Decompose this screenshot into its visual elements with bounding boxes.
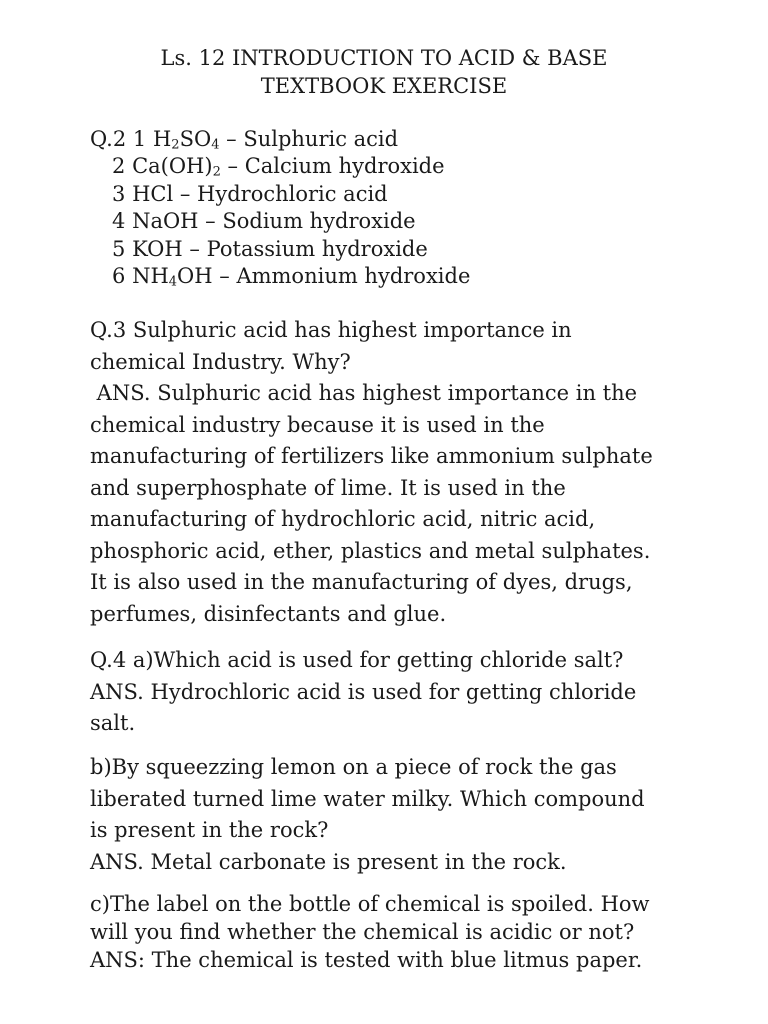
chemical-name: Sulphuric acid: [243, 127, 399, 151]
q2-item-2: 2 $Ca(OH)_2$ – Calcium hydroxide: [112, 154, 445, 180]
chemical-formula: $NH_4OH$: [132, 264, 213, 290]
q2-item-6: 6 $NH_4OH$ – Ammonium hydroxide: [112, 264, 471, 290]
chemical-formula: NaOH: [132, 209, 199, 234]
item-number: 3: [112, 181, 126, 206]
text-line: manufacturing of hydrochloric acid, nitric acid,: [90, 507, 596, 531]
item-number: 2: [112, 154, 126, 179]
question-4b: [90, 752, 690, 878]
text-line: ANS: The chemical is tested with blue litmus paper.: [90, 948, 643, 972]
chemical-formula: KOH: [132, 236, 183, 261]
item-number: 6: [112, 264, 126, 289]
text-line: phosphoric acid, ether, plastics and metal sulphates.: [90, 538, 651, 563]
text-line: is present in the rock?: [90, 818, 329, 842]
q2-item-3: 3 HCl – Hydrochloric acid: [112, 181, 388, 206]
chemical-name: Ammonium hydroxide: [236, 264, 471, 289]
question-3: [90, 315, 690, 630]
question-2-list: [90, 126, 470, 290]
item-number: 5: [112, 236, 126, 261]
item-number: 4: [112, 209, 126, 234]
q2-item-1: Q.2 1 $H_2SO_4$ – Sulphuric acid: [90, 127, 399, 153]
text-line: perfumes, disinfectants and glue.: [90, 601, 447, 626]
text-line: chemical industry because it is used in the: [90, 412, 545, 437]
text-line: will you find whether the chemical is acidic or not?: [90, 920, 635, 944]
chemical-name: Hydrochloric acid: [197, 181, 388, 206]
text-line: and superphosphate of lime. It is used in the: [90, 475, 566, 500]
text-line: ANS. Metal carbonate is present in the rock.: [90, 849, 567, 874]
chemical-name: Potassium hydroxide: [206, 236, 428, 261]
text-line: ANS. Sulphuric acid has highest importance in the: [90, 381, 638, 405]
chemical-name: Calcium hydroxide: [244, 154, 445, 179]
chemical-formula: HCl: [132, 181, 174, 206]
title-line-1: Ls. 12 INTRODUCTION TO ACID & BASE: [160, 46, 608, 70]
title-line-2: TEXTBOOK EXERCISE: [260, 74, 508, 98]
question-4a: [90, 645, 690, 740]
q2-item-4: 4 NaOH – Sodium hydroxide: [112, 209, 416, 234]
text-line: chemical Industry. Why?: [90, 349, 351, 374]
question-4c: [90, 890, 690, 974]
text-line: Q.3 Sulphuric acid has highest importance in: [90, 318, 572, 342]
text-line: salt.: [90, 711, 136, 735]
text-line: b)By squeezzing lemon on a piece of rock the gas: [90, 755, 617, 779]
page-title: [0, 44, 768, 100]
item-number: 1: [132, 127, 147, 151]
chemical-formula: $H_2SO_4$: [152, 127, 220, 153]
q2-item-5: 5 KOH – Potassium hydroxide: [112, 236, 428, 261]
text-line: liberated turned lime water milky. Which compound: [90, 786, 645, 811]
chemical-formula: $Ca(OH)_2$: [132, 154, 221, 180]
text-line: It is also used in the manufacturing of dyes, drugs,: [90, 570, 633, 594]
text-line: manufacturing of fertilizers like ammonium sulphate: [90, 444, 653, 468]
question-label: Q.2: [90, 127, 127, 151]
text-line: c)The label on the bottle of chemical is spoiled. How: [90, 892, 650, 916]
chemical-name: Sodium hydroxide: [222, 209, 416, 234]
text-line: Q.4 a)Which acid is used for getting chloride salt?: [90, 648, 624, 672]
text-line: ANS. Hydrochloric acid is used for getting chloride: [90, 679, 637, 704]
